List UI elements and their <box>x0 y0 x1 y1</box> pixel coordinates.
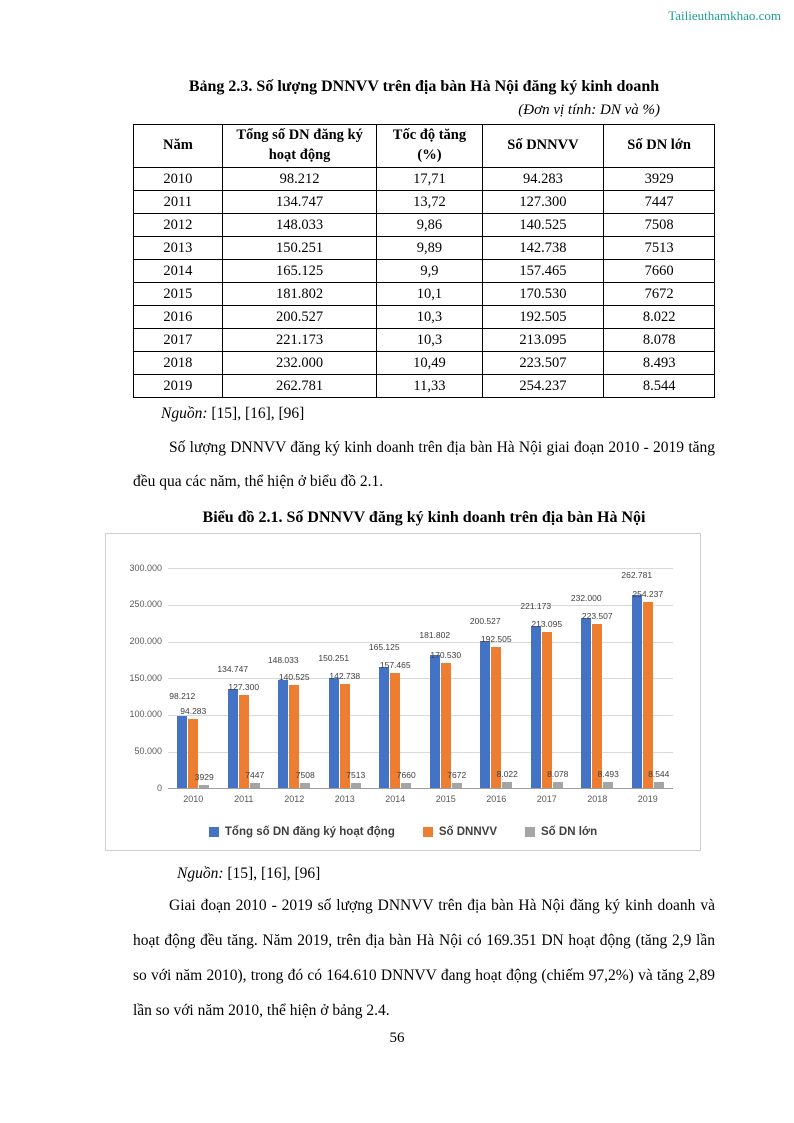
bar-value-label: 150.251 <box>318 653 350 664</box>
table-cell: 140.525 <box>482 214 604 237</box>
table-cell: 7508 <box>604 214 715 237</box>
bar-total-dn <box>581 618 591 788</box>
table-cell: 192.505 <box>482 306 604 329</box>
y-axis-tick-label: 0 <box>156 782 162 793</box>
bar-value-label: 98.212 <box>169 691 196 702</box>
x-axis-tick-label: 2019 <box>637 794 658 805</box>
bar-dn-lon <box>401 783 411 789</box>
bar-value-label: 8.078 <box>547 769 569 780</box>
table-cell: 8.022 <box>604 306 715 329</box>
bar-total-dn <box>531 626 541 788</box>
x-axis-tick-label: 2011 <box>234 794 254 805</box>
y-axis-tick-label: 200.000 <box>129 636 162 647</box>
x-axis-tick-label: 2012 <box>284 794 305 805</box>
table-column-header: Số DN lớn <box>604 125 715 168</box>
bar-value-label: 94.283 <box>180 706 207 717</box>
y-axis-tick-label: 150.000 <box>129 672 162 683</box>
gridline <box>168 568 673 569</box>
legend-label: Số DNNVV <box>438 826 497 839</box>
bar-dn-lon <box>502 782 512 788</box>
page-number: 56 <box>389 1030 405 1046</box>
bar-value-label: 8.493 <box>597 768 619 779</box>
bar-dn-lon <box>351 783 361 789</box>
data-table <box>133 124 715 398</box>
legend-label: Tổng số DN đăng ký hoạt động <box>224 826 395 839</box>
bar-value-label: 134.747 <box>217 664 249 675</box>
bar-value-label: 181.802 <box>419 629 451 640</box>
bar-value-label: 3929 <box>194 772 214 783</box>
table-cell: 157.465 <box>482 260 604 283</box>
x-axis-tick-label: 2018 <box>587 794 608 805</box>
y-axis-tick-label: 250.000 <box>129 599 162 610</box>
legend-item <box>209 826 395 838</box>
legend-item <box>525 826 597 838</box>
table-row <box>134 352 715 375</box>
table-source-line <box>133 405 715 423</box>
table-cell: 9,89 <box>377 237 482 260</box>
table-cell: 232.000 <box>222 352 377 375</box>
bar-value-label: 232.000 <box>570 593 602 604</box>
table-column-header: Năm <box>134 125 223 168</box>
y-axis-tick-label: 100.000 <box>129 709 162 720</box>
source-refs: [15], [16], [96] <box>227 865 321 883</box>
x-axis-tick-label: 2010 <box>183 794 204 805</box>
table-cell: 10,3 <box>377 329 482 352</box>
bar-value-label: 8.544 <box>648 768 670 779</box>
legend-label: Số DN lớn <box>541 826 598 839</box>
bar-dn-lon <box>553 782 563 788</box>
bar-dnnvv <box>592 624 602 788</box>
table-cell: 2018 <box>134 352 223 375</box>
bar-dn-lon <box>300 783 310 789</box>
table-cell: 2011 <box>134 191 223 214</box>
source-refs: [15], [16], [96] <box>211 405 305 422</box>
table-cell: 8.493 <box>604 352 715 375</box>
table-cell: 7513 <box>604 237 715 260</box>
bar-value-label: 170.530 <box>430 650 462 661</box>
bar-value-label: 200.527 <box>469 616 501 627</box>
x-axis-tick-label: 2016 <box>486 794 507 805</box>
table-cell: 2014 <box>134 260 223 283</box>
table-body <box>134 168 715 398</box>
x-axis-tick-label: 2017 <box>536 794 557 805</box>
table-row <box>134 237 715 260</box>
table-cell: 221.173 <box>222 329 377 352</box>
table-cell: 213.095 <box>482 329 604 352</box>
table-cell: 165.125 <box>222 260 377 283</box>
legend-item <box>423 826 497 838</box>
table-cell: 10,49 <box>377 352 482 375</box>
table-cell: 7672 <box>604 283 715 306</box>
table-cell: 10,3 <box>377 306 482 329</box>
table-row <box>134 283 715 306</box>
y-axis-tick-label: 50.000 <box>134 746 162 757</box>
bar-dn-lon <box>452 783 462 789</box>
bar-total-dn <box>430 655 440 788</box>
table-cell: 127.300 <box>482 191 604 214</box>
table-cell: 98.212 <box>222 168 377 191</box>
bar-dnnvv <box>542 632 552 788</box>
table-cell: 9,86 <box>377 214 482 237</box>
table-header-row <box>134 125 715 168</box>
table-cell: 17,71 <box>377 168 482 191</box>
table-cell: 2015 <box>134 283 223 306</box>
table-column-header: Tốc độ tăng (%) <box>377 125 482 168</box>
table-cell: 2012 <box>134 214 223 237</box>
table-cell: 223.507 <box>482 352 604 375</box>
table-cell: 7447 <box>604 191 715 214</box>
paragraph-2: Giai đoạn 2010 - 2019 số lượng DNNVV trên địa bàn Hà Nội đăng ký kinh doanh và hoạt động đều tăng. Năm 2019, trên địa bàn Hà Nội có 169.351 DN hoạt động (tăng 2,9 lần so với năm 2010), trong đó có 164.610 DNNVV đang hoạt động (chiếm 97,2%) và tăng 2,89 lần so với năm 2010, thể hiện ở bảng 2.4. <box>133 897 715 1019</box>
bar-value-label: 262.781 <box>621 570 653 581</box>
bar-value-label: 7447 <box>245 769 265 780</box>
bar-dn-lon <box>654 782 664 788</box>
bar-value-label: 213.095 <box>531 618 563 629</box>
bar-value-label: 192.505 <box>480 634 512 645</box>
bar-value-label: 142.738 <box>329 670 361 681</box>
table-column-header: Tổng số DN đăng ký hoạt động <box>222 125 377 168</box>
unit-note: (Đơn vị tính: DN và %) <box>518 102 660 118</box>
bar-value-label: 127.300 <box>228 681 260 692</box>
bar-dn-lon <box>250 783 260 788</box>
table-column-header: Số DNNVV <box>482 125 604 168</box>
bar-value-label: 254.237 <box>632 588 664 599</box>
bar-dnnvv <box>491 647 501 788</box>
table-cell: 148.033 <box>222 214 377 237</box>
legend-swatch <box>209 827 219 837</box>
chart-legend <box>106 826 700 838</box>
table-row <box>134 329 715 352</box>
table-cell: 142.738 <box>482 237 604 260</box>
table-cell: 11,33 <box>377 375 482 398</box>
bar-value-label: 7508 <box>295 769 315 780</box>
x-axis-tick-label: 2013 <box>334 794 355 805</box>
table-cell: 200.527 <box>222 306 377 329</box>
bar-value-label: 140.525 <box>278 672 310 683</box>
source-label: Nguồn: <box>177 865 224 883</box>
bar-value-label: 8.022 <box>496 769 518 780</box>
table-row <box>134 214 715 237</box>
table-row <box>134 260 715 283</box>
bar-value-label: 157.465 <box>379 659 411 670</box>
table-header <box>134 125 715 168</box>
bar-value-label: 7513 <box>346 769 366 780</box>
table-row <box>134 306 715 329</box>
x-axis-line <box>168 788 673 789</box>
bar-value-label: 7660 <box>396 769 416 780</box>
table-cell: 2019 <box>134 375 223 398</box>
table-cell: 254.237 <box>482 375 604 398</box>
table-cell: 181.802 <box>222 283 377 306</box>
bar-value-label: 165.125 <box>368 642 400 653</box>
table-cell: 170.530 <box>482 283 604 306</box>
bar-value-label: 221.173 <box>520 601 552 611</box>
bar-dnnvv <box>643 602 653 788</box>
watermark: Tailieuthamkhao.com <box>668 8 781 23</box>
bar-total-dn <box>480 641 490 788</box>
table-cell: 2017 <box>134 329 223 352</box>
table-cell: 3929 <box>604 168 715 191</box>
legend-swatch <box>423 827 433 837</box>
chart <box>105 533 701 851</box>
table-cell: 134.747 <box>222 191 377 214</box>
gridline <box>168 605 673 606</box>
chart-title: Biểu đồ 2.1. Số DNNVV đăng ký kinh doanh trên địa bàn Hà Nội <box>202 509 646 527</box>
bar-value-label: 223.507 <box>581 611 613 622</box>
table-cell: 2016 <box>134 306 223 329</box>
table-cell: 262.781 <box>222 375 377 398</box>
bar-value-label: 148.033 <box>267 654 299 665</box>
table-cell: 94.283 <box>482 168 604 191</box>
table-cell: 8.544 <box>604 375 715 398</box>
bar-total-dn <box>632 595 642 788</box>
chart-source-line <box>133 865 715 883</box>
bar-dn-lon <box>199 785 209 788</box>
chart-plot <box>168 568 673 788</box>
table-cell: 9,9 <box>377 260 482 283</box>
x-axis-tick-label: 2015 <box>435 794 456 805</box>
table-row <box>134 191 715 214</box>
table-title: Bảng 2.3. Số lượng DNNVV trên địa bàn Hà Nội đăng ký kinh doanh <box>188 78 660 95</box>
table-cell: 2010 <box>134 168 223 191</box>
table-row <box>134 375 715 398</box>
table-cell: 10,1 <box>377 283 482 306</box>
bar-value-label: 7672 <box>447 769 467 780</box>
table-cell: 7660 <box>604 260 715 283</box>
y-axis-tick-label: 300.000 <box>129 562 162 573</box>
legend-swatch <box>525 827 535 837</box>
source-label: Nguồn: <box>161 405 208 422</box>
table-cell: 150.251 <box>222 237 377 260</box>
table-cell: 13,72 <box>377 191 482 214</box>
paragraph-1: Số lượng DNNVV đăng ký kinh doanh trên địa bàn Hà Nội giai đoạn 2010 - 2019 tăng đều qua các năm, thể hiện ở biểu đồ 2.1. <box>133 439 715 491</box>
x-axis-tick-label: 2014 <box>385 794 406 805</box>
table-cell: 8.078 <box>604 329 715 352</box>
table-cell: 2013 <box>134 237 223 260</box>
table-row <box>134 168 715 191</box>
bar-dn-lon <box>603 782 613 788</box>
